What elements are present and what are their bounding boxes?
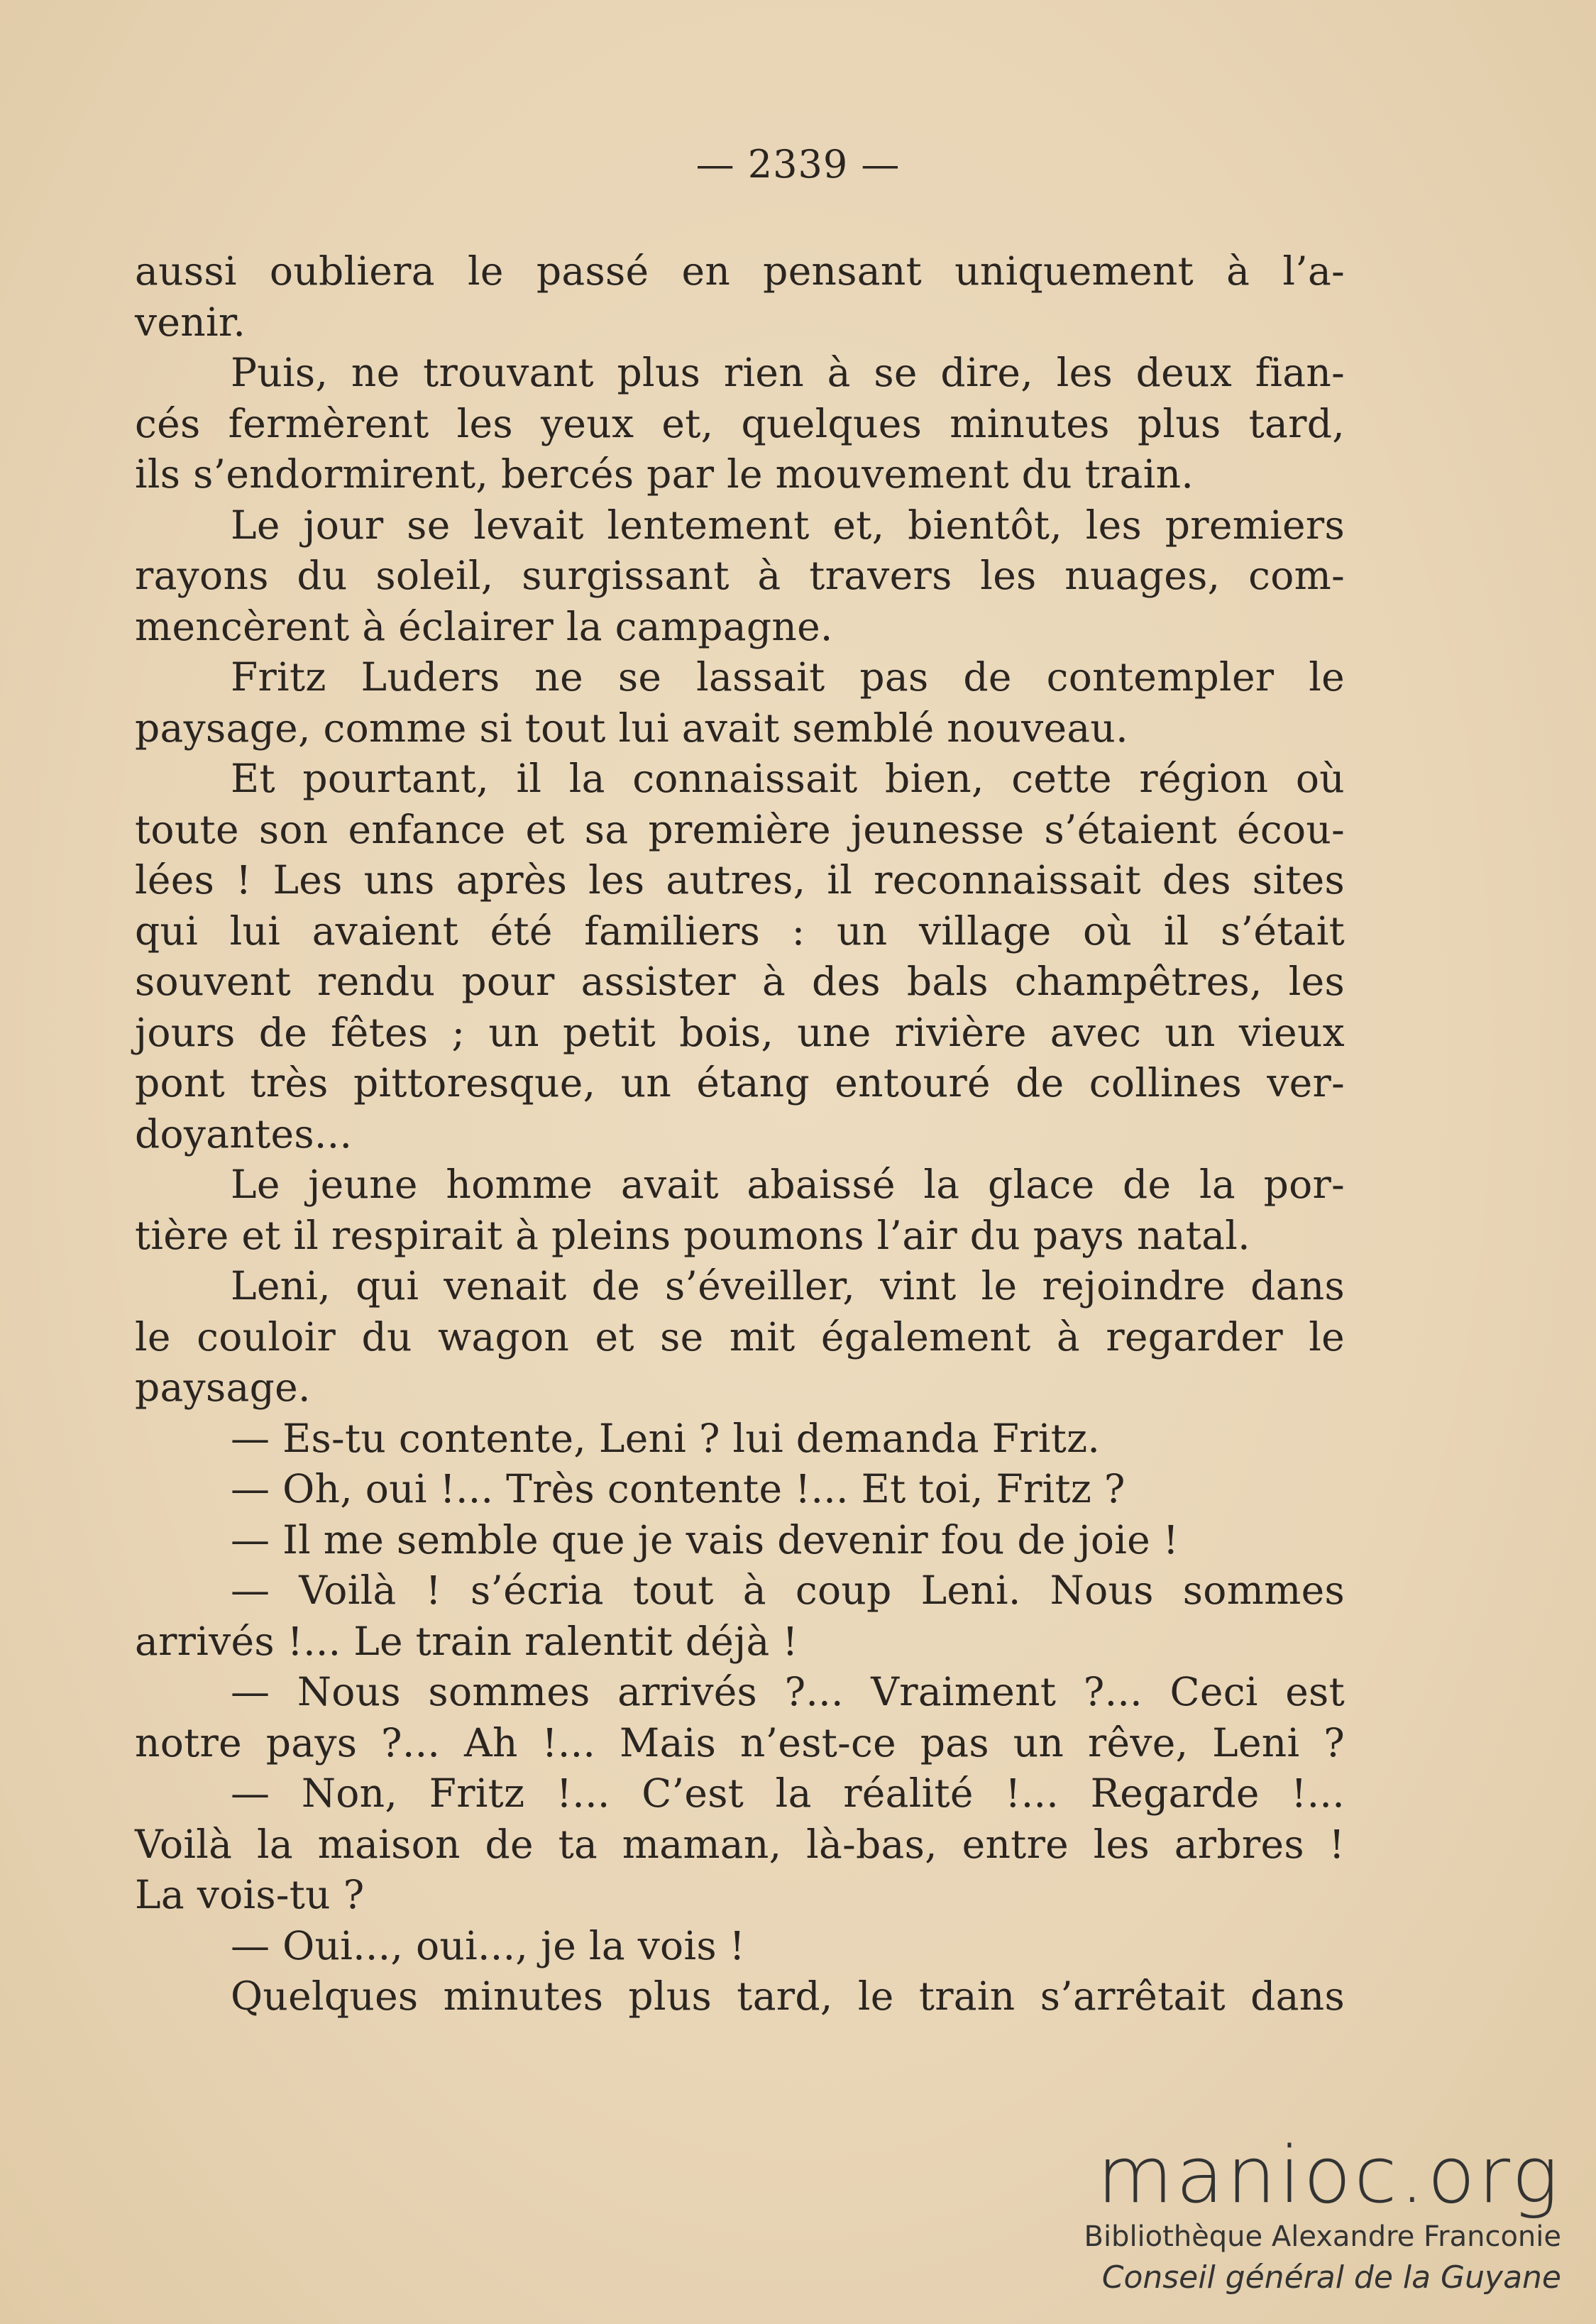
text-line: Et pourtant, il la connaissait bien, cette région où bbox=[231, 756, 1345, 801]
text-line: venir. bbox=[135, 299, 246, 345]
text-line: Puis, ne trouvant plus rien à se dire, les deux fian- bbox=[231, 350, 1345, 395]
body-text bbox=[135, 246, 1345, 2022]
text-line: Le jour se levait lentement et, bientôt, les premiers bbox=[231, 502, 1345, 548]
text-line: notre pays ?... Ah !... Mais n’est-ce pas un rêve, Leni ? bbox=[135, 1719, 1345, 1766]
manioc-logo: manioc.org bbox=[1096, 2130, 1561, 2220]
text-line: — Il me semble que je vais devenir fou de joie ! bbox=[231, 1516, 1179, 1563]
text-line: paysage, comme si tout lui avait semblé nouveau. bbox=[135, 705, 1128, 751]
text-line: cés fermèrent les yeux et, quelques minutes plus tard, bbox=[135, 400, 1345, 446]
text-line: Le jeune homme avait abaissé la glace de la por- bbox=[231, 1162, 1345, 1207]
text-line: jours de fêtes ; un petit bois, une rivière avec un vieux bbox=[135, 1009, 1345, 1055]
council-name: Conseil général de la Guyane bbox=[1101, 2259, 1561, 2296]
text-line: — Es-tu contente, Leni ? lui demanda Fritz. bbox=[231, 1415, 1101, 1461]
text-line: aussi oubliera le passé en pensant uniquement à l’a- bbox=[135, 248, 1345, 294]
text-line: le couloir du wagon et se mit également à regarder le bbox=[135, 1314, 1345, 1360]
text-line: lées ! Les uns après les autres, il reconnaissait des sites bbox=[135, 857, 1345, 903]
text-line: Fritz Luders ne se lassait pas de contempler le bbox=[231, 654, 1345, 700]
manioc-watermark bbox=[1050, 2130, 1561, 2299]
text-line: pont très pittoresque, un étang entouré de collines ver- bbox=[135, 1060, 1345, 1106]
text-line: qui lui avaient été familiers : un village où il s’était bbox=[135, 908, 1345, 954]
text-line: La vois-tu ? bbox=[135, 1872, 365, 1917]
text-line: — Voilà ! s’écria tout à coup Leni. Nous sommes bbox=[231, 1568, 1345, 1613]
text-line: Voilà la maison de ta maman, là-bas, entre les arbres ! bbox=[135, 1821, 1345, 1867]
text-line: — Nous sommes arrivés ?... Vraiment ?... Ceci est bbox=[231, 1669, 1345, 1714]
text-line: arrivés !... Le train ralentit déjà ! bbox=[135, 1618, 798, 1664]
text-line: ils s’endormirent, bercés par le mouvement du train. bbox=[135, 451, 1194, 497]
text-line: — Oh, oui !... Très contente !... Et toi, Fritz ? bbox=[231, 1466, 1126, 1511]
text-line: toute son enfance et sa première jeunesse s’étaient écou- bbox=[135, 806, 1345, 852]
text-line: Quelques minutes plus tard, le train s’arrêtait dans bbox=[231, 1973, 1345, 2019]
text-line: — Oui..., oui..., je la vois ! bbox=[231, 1922, 746, 1968]
text-line: Leni, qui venait de s’éveiller, vint le rejoindre dans bbox=[231, 1263, 1345, 1309]
text-line: souvent rendu pour assister à des bals champêtres, les bbox=[135, 959, 1345, 1004]
page-number: — 2339 — bbox=[695, 142, 901, 187]
text-line: doyantes... bbox=[135, 1111, 353, 1157]
text-line: mencèrent à éclairer la campagne. bbox=[135, 603, 833, 649]
library-name: Bibliothèque Alexandre Franconie bbox=[1084, 2220, 1561, 2253]
text-line: tière et il respirait à pleins poumons l’air du pays natal. bbox=[135, 1212, 1250, 1258]
text-line: rayons du soleil, surgissant à travers les nuages, com- bbox=[135, 553, 1345, 598]
text-line: — Non, Fritz !... C’est la réalité !... Regarde !... bbox=[231, 1770, 1345, 1816]
text-line: paysage. bbox=[135, 1365, 311, 1410]
